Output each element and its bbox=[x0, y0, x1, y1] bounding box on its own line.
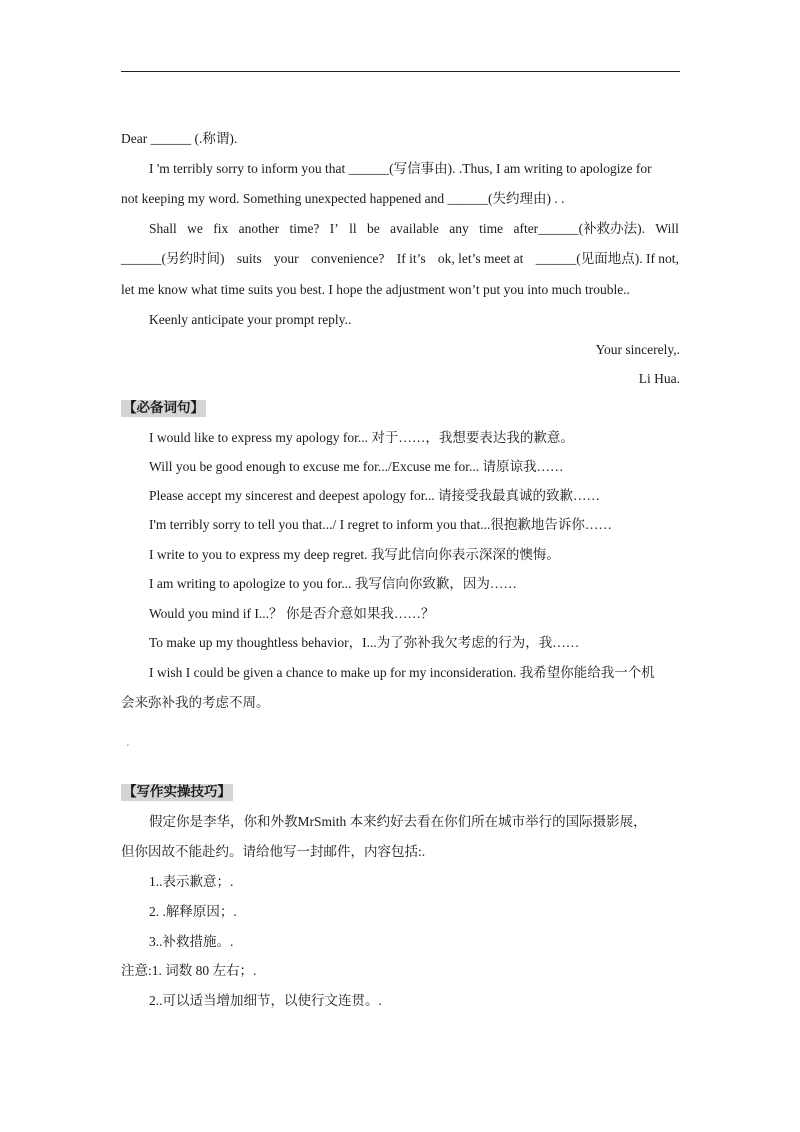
task-prompt-line-1: 假定你是李华，你和外教MrSmith 本来约好去看在你们所在城市举行的国际摄影展， bbox=[149, 814, 647, 829]
phrase-item: Will you be good enough to excuse me for.../Excuse me for... 请原谅我…… bbox=[149, 459, 564, 474]
task-point: 3..补救措施。. bbox=[149, 934, 234, 949]
letter-closing: Your sincerely,. bbox=[595, 342, 680, 357]
word: time? bbox=[289, 221, 320, 236]
word: available bbox=[390, 221, 439, 236]
phrase-item: I write to you to express my deep regret. 我写此信向你表示深深的懊悔。 bbox=[149, 547, 560, 562]
phrase-item: I wish I could be given a chance to make up for my inconsideration. 我希望你能给我一个机 bbox=[149, 665, 655, 680]
task-note-1: 注意:1. 词数 80 左右；. bbox=[121, 963, 257, 978]
phrase-item: To make up my thoughtless behavior，I...为了弥补我欠考虑的行为，我…… bbox=[149, 635, 580, 650]
letter-paragraph-2-line-1 bbox=[149, 220, 679, 238]
word: I’ bbox=[329, 221, 339, 236]
phrase-item: Please accept my sincerest and deepest apology for... 请接受我最真诚的致歉…… bbox=[149, 488, 601, 503]
word: another bbox=[238, 221, 280, 236]
phrase-item: I'm terribly sorry to tell you that.../ I regret to inform you that...很抱歉地告诉你…… bbox=[149, 517, 612, 532]
phrase-item: I am writing to apologize to you for... 我写信向你致歉，因为…… bbox=[149, 576, 517, 591]
task-prompt-line-2: 但你因故不能赴约。请给他写一封邮件，内容包括:. bbox=[121, 844, 426, 859]
word: any bbox=[449, 221, 469, 236]
letter-paragraph-2-line-3: let me know what time suits you best. I hope the adjustment won’t put you into much trouble.. bbox=[121, 282, 630, 297]
letter-salutation: Dear ______ (.称谓). bbox=[121, 131, 238, 146]
stray-mark: ˊ bbox=[126, 744, 130, 755]
word: ______(另约时间) bbox=[121, 251, 225, 266]
letter-paragraph-2-line-2 bbox=[121, 250, 679, 268]
header-rule bbox=[121, 71, 680, 72]
word: we bbox=[187, 221, 203, 236]
task-point: 2. .解释原因；. bbox=[149, 904, 237, 919]
word: ok, let’s meet at bbox=[437, 251, 524, 266]
word: be bbox=[367, 221, 380, 236]
word: your bbox=[273, 251, 299, 266]
word: time bbox=[479, 221, 504, 236]
word: Will bbox=[655, 221, 679, 236]
letter-paragraph-1-line-1: I 'm terribly sorry to inform you that ______(写信事由). .Thus, I am writing to apologize for bbox=[149, 161, 652, 176]
letter-paragraph-3: Keenly anticipate your prompt reply.. bbox=[149, 312, 352, 327]
word: convenience? bbox=[310, 251, 385, 266]
section-heading-writing-task: 【写作实操技巧】 bbox=[123, 784, 231, 800]
task-point: 1..表示歉意；. bbox=[149, 874, 234, 889]
section-heading-key-phrases: 【必备词句】 bbox=[123, 400, 204, 416]
phrase-item: Would you mind if I...？ 你是否介意如果我……？ bbox=[149, 606, 435, 621]
word: ______(见面地点). If not, bbox=[535, 251, 679, 266]
word: after______(补救办法). bbox=[513, 221, 646, 236]
word: suits bbox=[236, 251, 262, 266]
letter-signature: Li Hua. bbox=[638, 371, 680, 386]
word: ll bbox=[349, 221, 357, 236]
phrase-item-continuation: 会来弥补我的考虑不周。 bbox=[121, 695, 270, 710]
phrase-item: I would like to express my apology for... 对于……，我想要表达我的歉意。 bbox=[149, 430, 574, 445]
word: Shall bbox=[149, 221, 177, 236]
word: If it’s bbox=[396, 251, 426, 266]
word: fix bbox=[213, 221, 229, 236]
letter-paragraph-1-line-2: not keeping my word. Something unexpected happened and ______(失约理由) . . bbox=[121, 191, 565, 206]
task-note-2: 2..可以适当增加细节，以使行文连贯。. bbox=[149, 993, 382, 1008]
